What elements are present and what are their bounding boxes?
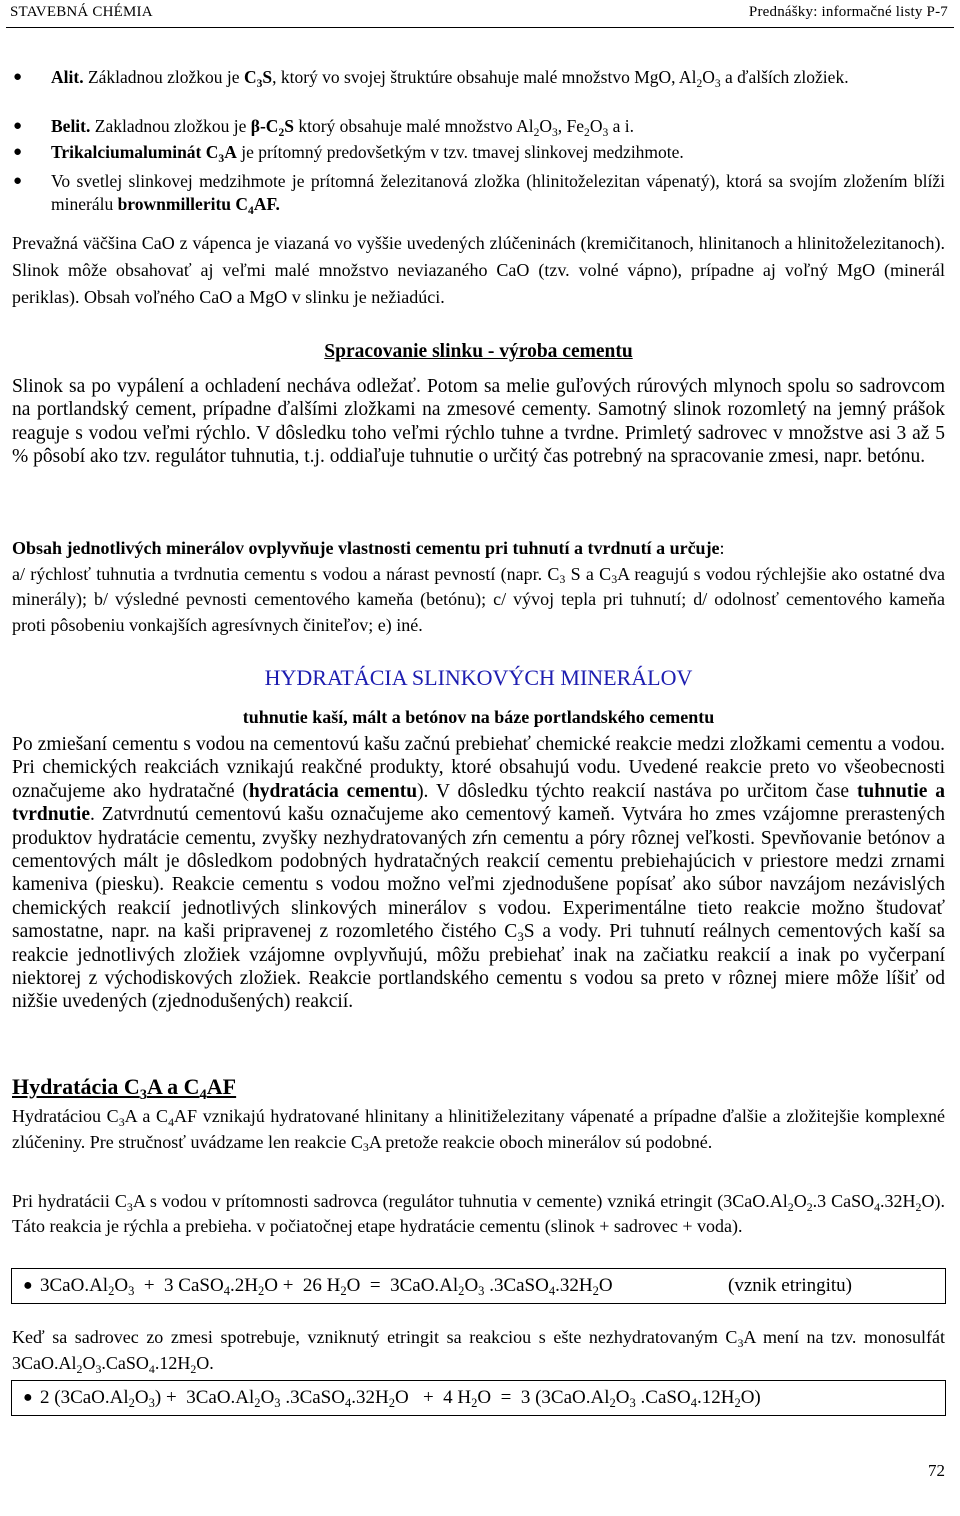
text-run: O + 26 H: [264, 1275, 341, 1296]
text-run: . Zatvrdnutú cementovú kašu označujeme ako cementový kameň. Vytvára ho zmes vzájomne prerastených produktov hydratácie cementu, zvyšky nezhydratovaných zŕn cementu a póry rôznej veľkosti. Spevňovanie betónov a cementových mált je dôsledkom podobných hydratačných reakcií cementu prebiehajúcich v priestore medzi zrnami kameniva (piesku). Reakcie cementu s vodou možno veľmi zjednodušene popísať ako súbor navzájom nezávislých chemických reakcií jednotlivých slinkových minerálov s vodou. Experimentálne tieto reakcie možno študovať samostatne, napr. na kaši pripravenej z rozomletého čistého C: [12, 804, 945, 943]
text-run: A a C: [146, 1074, 200, 1099]
c3a-c4af-heading: [12, 1073, 236, 1101]
free-lime-paragraph: [12, 230, 945, 311]
text-run: S a vody. Pri tuhnutí reálnych cementových kaší sa reakcie jednotlivých zložiek vzájomne ovplyvňujú, môžu prebiehať inak na začiatku reakcií a inak po vyčerpaní niektorej z východiskových zložiek. Reakcie portlandského cementu s vodou sa preto v rôznej miere môže líšiť od nižšie uvedených (zjednodušených) reakcií.: [12, 921, 946, 1013]
text-run: A mení na tzv. monosulfát 3CaO.Al: [12, 1327, 945, 1373]
subscript: 3: [602, 126, 609, 139]
hydration-subtitle: tuhnutie kaší, mált a betónov na báze portlandského cementu: [242, 707, 715, 727]
text-run: a i.: [608, 116, 634, 136]
subscript: 2: [609, 1396, 616, 1410]
subscript: 4: [344, 1396, 352, 1410]
text-run: AF vznikajú hydratované hlinitany a hlinitiželezitany vápenaté a prípadne ďalšie a zložitejšie komplexné zlúčeniny. Pre stručnosť uvádzame len reakcie C: [12, 1106, 945, 1152]
text-run: O: [615, 1387, 630, 1408]
text-run: Pri hydratácii C: [12, 1191, 127, 1211]
header-series-title: Prednášky: informačné listy P-7: [748, 4, 948, 20]
text-run: A reagujú s vodou rýchlejšie ako ostatné dva minerály); b/ výsledné pevnosti cementového kameňa (betónu); c/ vývoj tepla pri tuhnutí; d/ odolnosť cementového kameňa proti pôsobeniu vonkajších agresívnych činiteľov; e) iné.: [12, 563, 945, 635]
subscript: 2: [787, 1199, 794, 1214]
text-run: .CaSO: [635, 1387, 691, 1408]
header-divider: [6, 27, 954, 28]
text-run: O = 3 (3CaO.Al: [477, 1387, 610, 1408]
text-run: S a C: [565, 563, 612, 584]
subscript: 3: [256, 77, 263, 90]
text-run: .32H: [555, 1275, 593, 1296]
subscript: 2: [108, 1284, 115, 1298]
subscript: 2: [458, 1284, 465, 1298]
list-item-alit: [12, 66, 945, 89]
equation-box-monosulfate: [11, 1380, 946, 1416]
subscript: 4: [874, 1199, 881, 1214]
text-run: O: [539, 116, 552, 136]
text-run: .3CaSO: [484, 1275, 549, 1296]
list-item-text: [51, 116, 634, 139]
bullet-icon: ●: [23, 1277, 33, 1294]
text-run: .32H: [351, 1387, 389, 1408]
subscript: 3: [218, 152, 225, 165]
list-item-belit: [12, 115, 945, 138]
subscript: 2: [696, 77, 703, 90]
subscript: 3: [126, 1199, 133, 1214]
mineral-content-lead: [12, 536, 945, 562]
text-run: ) + 3CaO.Al: [154, 1387, 255, 1408]
text-run: .3CaSO: [280, 1387, 345, 1408]
subscript: 3: [611, 572, 618, 587]
bullet-icon: ●: [13, 173, 23, 189]
equation-ettringite: [40, 1269, 613, 1303]
bullet-icon: ●: [13, 144, 23, 160]
hydration-title: HYDRATÁCIA SLINKOVÝCH MINERÁLOV: [264, 665, 693, 690]
text-run: 3CaO.Al: [40, 1275, 109, 1296]
subscript: 2: [471, 1396, 478, 1410]
clinker-processing-paragraph: [12, 375, 945, 468]
text-run: AF.: [253, 194, 280, 214]
c3a-c4af-paragraph-3: [12, 1324, 945, 1376]
equation-note: (vznik etringitu): [728, 1275, 852, 1296]
text-run: A s vodou v prítomnosti sadrovca (regulátor tuhnutia v cemente) vzniká etringit (3CaO.Al: [132, 1191, 788, 1211]
subscript: 3: [118, 1114, 125, 1129]
text-run: .2H: [229, 1275, 258, 1296]
bullet-icon: ●: [23, 1389, 33, 1406]
text-run: , Fe: [557, 116, 585, 136]
text-run: O: [793, 1191, 807, 1211]
subscript: 2: [128, 1396, 135, 1410]
subscript: 3: [714, 77, 721, 90]
c3a-c4af-paragraph-2: [12, 1189, 945, 1239]
equation-box-ettringite: [11, 1268, 946, 1304]
text-run: Hydratácia C: [12, 1074, 140, 1099]
text-run: Obsah jednotlivých minerálov ovplyvňuje vlastnosti cementu pri tuhnutí a tvrdnutí a určuje: [12, 538, 720, 558]
text-run: a ďalších zložiek.: [720, 67, 849, 87]
text-run: O: [260, 1387, 275, 1408]
subscript: 4: [548, 1284, 556, 1298]
subscript: 2: [76, 1361, 83, 1376]
text-run: Belit.: [51, 116, 91, 136]
text-run: Hydratáciou C: [12, 1106, 119, 1126]
subscript: 2: [257, 1284, 265, 1298]
list-item-text: [51, 142, 684, 165]
subscript: 2: [734, 1396, 741, 1410]
subscript: 2: [584, 126, 590, 139]
text-run: Alit.: [51, 67, 84, 87]
subscript: 3: [148, 1396, 155, 1410]
text-run: Po zmiešaní cementu s vodou na cementovú kašu začnú prebiehať chemické reakcie medzi zložkami cementu a vodou. Pri chemických reakciách vznikajú reakčné produkty, ktoré obsahujú vodu. Uvedené reakcie preto vo všeobecnosti označujeme ako hydratačné (: [12, 734, 945, 802]
subscript: 3: [95, 1361, 102, 1376]
subscript: 2: [340, 1284, 347, 1298]
text-run: 2 (3CaO.Al: [40, 1387, 129, 1408]
subscript: 2: [592, 1284, 599, 1298]
mineral-content-body: [12, 562, 945, 639]
subscript: 4: [199, 1086, 207, 1103]
text-run: O.: [196, 1353, 214, 1373]
subscript: 2: [388, 1396, 395, 1410]
text-run: hydratácia cementu: [248, 780, 418, 802]
text-run: O). Táto reakcia je rýchla a prebieha. v počiatočnej etape hydratácie cementu (slinok + sadrovec + voda).: [12, 1191, 945, 1236]
text-run: ). V dôsledku týchto reakcií nastáva po určitom čase: [417, 780, 857, 802]
text-run: .CaSO: [101, 1353, 149, 1373]
list-item-text: [51, 171, 945, 217]
list-item-text: [51, 67, 849, 90]
subscript: 3: [737, 1335, 744, 1350]
subscript: 3: [139, 1086, 147, 1103]
text-run: brownmilleritu C: [117, 194, 249, 214]
subscript: 3: [478, 1284, 485, 1298]
subscript: 3: [552, 126, 558, 139]
bullet-icon: ●: [13, 69, 23, 85]
text-run: O: [589, 116, 603, 136]
text-run: O = 3CaO.Al: [346, 1275, 459, 1296]
text-run: C: [243, 67, 257, 87]
text-run: O: [702, 67, 715, 87]
subscript: 2: [190, 1361, 197, 1376]
text-run: O + 4 H: [394, 1387, 472, 1408]
subscript: 3: [517, 930, 524, 945]
text-run: .12H: [696, 1387, 735, 1408]
header-course-title: STAVEBNÁ CHÉMIA: [10, 4, 153, 20]
text-run: S: [284, 116, 294, 136]
subscript: 3: [274, 1396, 281, 1410]
text-run: O: [134, 1387, 149, 1408]
subscript: 2: [533, 126, 540, 139]
text-run: je prítomný predovšetkým v tzv. tmavej slinkovej medzihmote.: [236, 142, 684, 162]
text-run: Trikalciumaluminát C: [51, 142, 219, 162]
subscript: 4: [168, 1114, 174, 1129]
text-run: .12H: [154, 1353, 191, 1373]
text-run: Prevažná väčšina CaO z vápenca je viazaná vo vyššie uvedených zlúčeninách (kremičitanoch, hlinitanoch a hlinitoželezitanoch). Slinok môže obsahovať aj veľmi malé množstvo neviazaného CaO (tzv. volné vápno), prípadne aj voľný MgO (minerál periklas). Obsah voľného CaO a MgO v slinku je nežiadúci.: [12, 233, 945, 307]
subscript: 2: [915, 1199, 922, 1214]
subscript: 2: [806, 1199, 813, 1214]
text-run: + 3 CaSO: [134, 1275, 224, 1296]
mineral-content-paragraph: [12, 536, 945, 638]
text-run: Slinok sa po vypálení a ochladení necháva odležať. Potom sa melie guľových rúrových mlynoch spolu so sadrovcom na portlandský cement, prípadne ďalšími zložkami na zmesové cementy. Samotný slinok rozomletý na jemný prášok reaguje s vodou veľmi rýchlo. V dôsledku toho veľmi rýchlo tuhne a tvrdne. Primletý sadrovec v množstve asi 3 až 5 % pôsobí ako tzv. regulátor tuhnutia, t.j. oddiaľuje tuhnutie o určitý čas potrebný na spracovanie zmesi, napr. betónu.: [12, 376, 945, 467]
text-run: .3 CaSO: [812, 1191, 875, 1211]
list-item-tricalcium-aluminate: [12, 141, 945, 164]
text-run: tuhnutie a tvrdnutie: [12, 780, 945, 826]
subscript: 4: [223, 1284, 230, 1298]
subscript: 2: [278, 126, 285, 139]
text-run: Základnou zložkou je: [83, 67, 244, 87]
text-run: .32H: [880, 1191, 916, 1211]
text-run: A: [224, 142, 237, 162]
subscript: 3: [128, 1284, 135, 1298]
text-run: , ktorý vo svojej štruktúre obsahuje malé množstvo MgO, Al: [272, 67, 697, 87]
text-run: A pretože reakcie oboch minerálov sú podobné.: [368, 1131, 713, 1152]
clinker-processing-heading: Spracovanie slinku - výroba cementu: [324, 341, 633, 362]
c3a-c4af-paragraph-1: [12, 1104, 945, 1155]
subscript: 2: [254, 1396, 261, 1410]
subscript: 3: [559, 572, 566, 587]
text-run: Zakladnou zložkou je: [90, 116, 251, 136]
text-run: AF: [206, 1074, 237, 1099]
text-run: β-C: [250, 116, 279, 136]
list-item-ferrite-phase: [12, 170, 945, 216]
subscript: 4: [148, 1361, 155, 1376]
subscript: 4: [690, 1396, 697, 1410]
text-run: a/ rýchlosť tuhnutia a tvrdnutia cementu s vodou a nárast pevností (napr. C: [12, 563, 560, 584]
text-run: S: [262, 67, 273, 87]
text-run: O): [740, 1387, 761, 1408]
text-run: ktorý obsahuje malé množstvo Al: [293, 116, 534, 136]
text-run: O: [464, 1275, 479, 1296]
text-run: :: [719, 538, 725, 558]
subscript: 3: [629, 1396, 636, 1410]
text-run: A a C: [124, 1106, 169, 1126]
hydration-intro-paragraph: [12, 733, 945, 1014]
text-run: Keď sa sadrovec zo zmesi spotrebuje, vzniknutý etringit sa reakciou s ešte nezhydratovaným C: [12, 1327, 738, 1347]
text-run: O: [82, 1353, 96, 1373]
subscript: 4: [248, 204, 254, 217]
bullet-icon: ●: [13, 118, 23, 134]
text-run: O: [114, 1275, 129, 1296]
text-run: Vo svetlej slinkovej medzihmote je prítomná železitanová zložka (hlinitoželezitan vápenatý), ktorá sa svojím zložením blíži minerálu: [51, 171, 945, 214]
equation-monosulfate: [40, 1381, 761, 1415]
text-run: O: [598, 1275, 613, 1296]
page-number: 72: [928, 1461, 945, 1480]
subscript: 3: [362, 1140, 369, 1155]
